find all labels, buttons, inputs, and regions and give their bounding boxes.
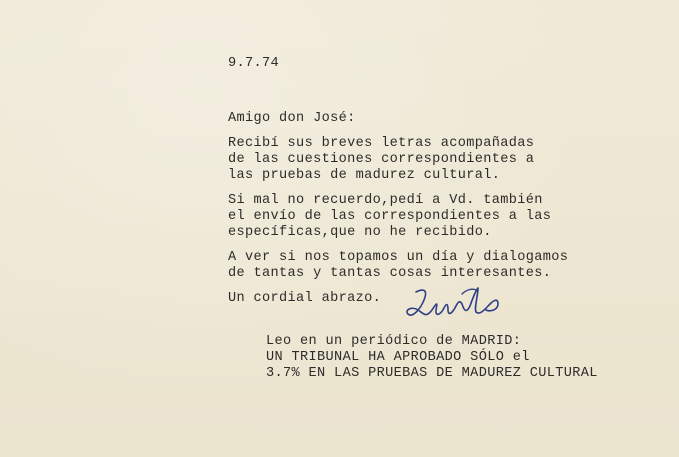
postscript-line-3: 3.7% EN LAS PRUEBAS DE MADUREZ CULTURAL: [266, 366, 598, 381]
postscript-line-1: Leo en un periódico de MADRID:: [266, 334, 522, 349]
paragraph-3-line-1: A ver si nos topamos un día y dialogamos: [228, 250, 569, 265]
paragraph-1-line-2: de las cuestiones correspondientes a: [228, 152, 535, 167]
postscript-line-2: UN TRIBUNAL HA APROBADO SÓLO el: [266, 350, 530, 365]
closing: Un cordial abrazo.: [228, 291, 382, 306]
paragraph-2-line-2: el envío de las correspondientes a las: [228, 209, 552, 224]
letter-date: 9.7.74: [228, 56, 280, 71]
salutation: Amigo don José:: [228, 111, 356, 126]
paragraph-3-line-2: de tantas y tantas cosas interesantes.: [228, 266, 552, 281]
paragraph-2-line-3: específicas,que no he recibido.: [228, 225, 492, 240]
handwritten-signature: [402, 280, 512, 330]
paragraph-2-line-1: Si mal no recuerdo,pedí a Vd. también: [228, 193, 543, 208]
paragraph-1-line-3: las pruebas de madurez cultural.: [228, 168, 501, 183]
paragraph-1-line-1: Recibí sus breves letras acompañadas: [228, 136, 535, 151]
